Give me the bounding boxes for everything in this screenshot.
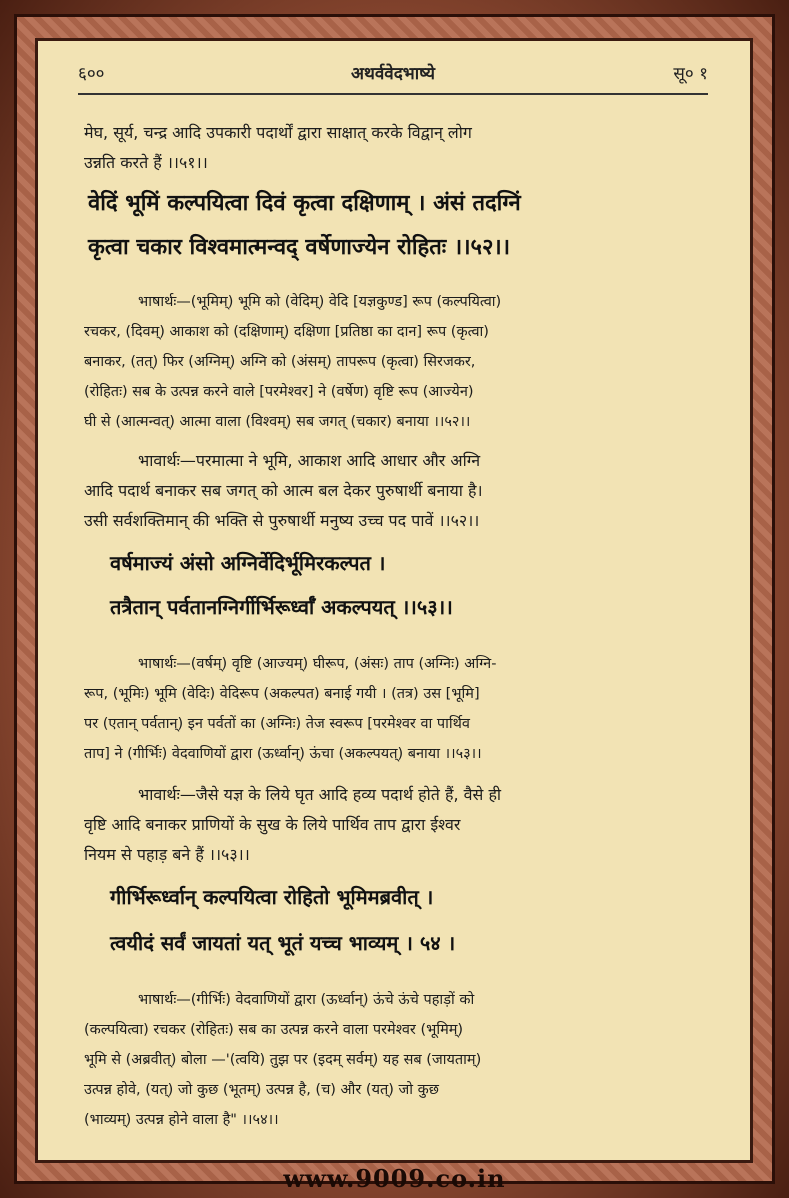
website-url[interactable]: www.9009.co.in	[283, 1164, 506, 1193]
header-rule	[78, 93, 708, 95]
page-header	[78, 61, 708, 91]
verse-line: तत्रैतान् पर्वतानग्निर्गीर्भिरूर्ध्वाँ अकल्पयत् ।।५३।।	[110, 595, 453, 619]
bhasharth-line: (कल्पयित्वा) रचकर (रोहितः) सब का उत्पन्न करने वाला परमेश्वर (भूमिम्)	[84, 1022, 464, 1038]
bhavarth-line: भावार्थः—परमात्मा ने भूमि, आकाश आदि आधार और अग्नि	[138, 451, 481, 470]
bhasharth-line: उत्पन्न होवे, (यत्) जो कुछ (भूतम्) उत्पन्न है, (च) और (यत्) जो कुछ	[84, 1082, 439, 1098]
bhasharth-line: ताप] ने (गीर्भिः) वेदवाणियों द्वारा (ऊर्ध्वान्) ऊंचा (अकल्पयत्) बनाया ।।५३।।	[84, 746, 482, 762]
bhasharth-line: पर (एतान् पर्वतान्) इन पर्वतों का (अग्निः) तेज स्वरूप [परमेश्वर वा पार्थिव	[84, 716, 470, 732]
text-line: मेघ, सूर्य, चन्द्र आदि उपकारी पदार्थों द्वारा साक्षात् करके विद्वान् लोग	[84, 123, 472, 142]
verse-line: वर्षमाज्यं अंसो अग्निर्वेदिर्भूमिरकल्पत ।	[110, 551, 386, 575]
bhavarth-line: वृष्टि आदि बनाकर प्राणियों के सुख के लिये पार्थिव ताप द्वारा ईश्वर	[84, 815, 461, 834]
bhasharth-line: (भाव्यम्) उत्पन्न होने वाला है" ।।५४।।	[84, 1112, 279, 1128]
verse-line: वेदिं भूमिं कल्पयित्वा दिवं कृत्वा दक्षिणाम् । अंसं तदग्निं	[88, 191, 521, 216]
bhasharth-line: रचकर, (दिवम्) आकाश को (दक्षिणाम्) दक्षिणा [प्रतिष्ठा का दान] रूप (कृत्वा)	[84, 324, 489, 340]
verse-line: कृत्वा चकार विश्वमात्मन्वद् वर्षेणाज्येन रोहितः ।।५२।।	[88, 235, 511, 260]
bhavarth-line: भावार्थः—जैसे यज्ञ के लिये घृत आदि हव्य पदार्थ होते हैं, वैसे ही	[138, 785, 502, 804]
text-line: उन्नति करते हैं ।।५१।।	[84, 153, 208, 172]
bhavarth-line: उसी सर्वशक्तिमान् की भक्ति से पुरुषार्थी मनुष्य उच्च पद पावें ।।५२।।	[84, 511, 480, 530]
verse-line: गीर्भिरूर्ध्वान् कल्पयित्वा रोहितो भूमिमब्रवीत् ।	[110, 885, 434, 909]
bhavarth-line: नियम से पहाड़ बने हैं ।।५३।।	[84, 845, 250, 864]
bhasharth-line: रूप, (भूमिः) भूमि (वेदिः) वेदिरूप (अकल्पत) बनाई गयी । (तत्र) उस [भूमि]	[84, 686, 480, 702]
sutra-number: सू० १	[673, 64, 708, 84]
bhasharth-line: भाषार्थः—(भूमिम्) भूमि को (वेदिम्) वेदि [यज्ञकुण्ड] रूप (कल्पयित्वा)	[138, 294, 502, 310]
page-number: ६००	[78, 64, 105, 84]
bhasharth-line: घी से (आत्मन्वत्) आत्मा वाला (विश्वम्) सब जगत् (चकार) बनाया ।।५२।।	[84, 414, 471, 430]
verse-line: त्वयीदं सर्वं जायतां यत् भूतं यच्च भाव्यम् । ५४ ।	[110, 931, 456, 955]
bhasharth-line: बनाकर, (तत्) फिर (अग्निम्) अग्नि को (अंसम्) तापरूप (कृत्वा) सिरजकर,	[84, 354, 476, 370]
bhasharth-line: (रोहितः) सब के उत्पन्न करने वाले [परमेश्वर] ने (वर्षेण) वृष्टि रूप (आज्येन)	[84, 384, 474, 400]
bhasharth-line: भाषार्थः—(वर्षम्) वृष्टि (आज्यम्) घीरूप, (अंसः) ताप (अग्निः) अग्नि-	[138, 656, 497, 672]
bhasharth-line: भूमि से (अब्रवीत्) बोला —'(त्वयि) तुझ पर (इदम् सर्वम्) यह सब (जायताम्)	[84, 1052, 482, 1068]
bhavarth-line: आदि पदार्थ बनाकर सब जगत् को आत्म बल देकर पुरुषार्थी बनाया है।	[84, 481, 483, 500]
book-page	[35, 38, 753, 1163]
page-title: अथर्ववेदभाष्ये	[350, 64, 436, 84]
bhasharth-line: भाषार्थः—(गीर्भिः) वेदवाणियों द्वारा (ऊर्ध्वान्) ऊंचे ऊंचे पहाड़ों को	[138, 992, 475, 1008]
